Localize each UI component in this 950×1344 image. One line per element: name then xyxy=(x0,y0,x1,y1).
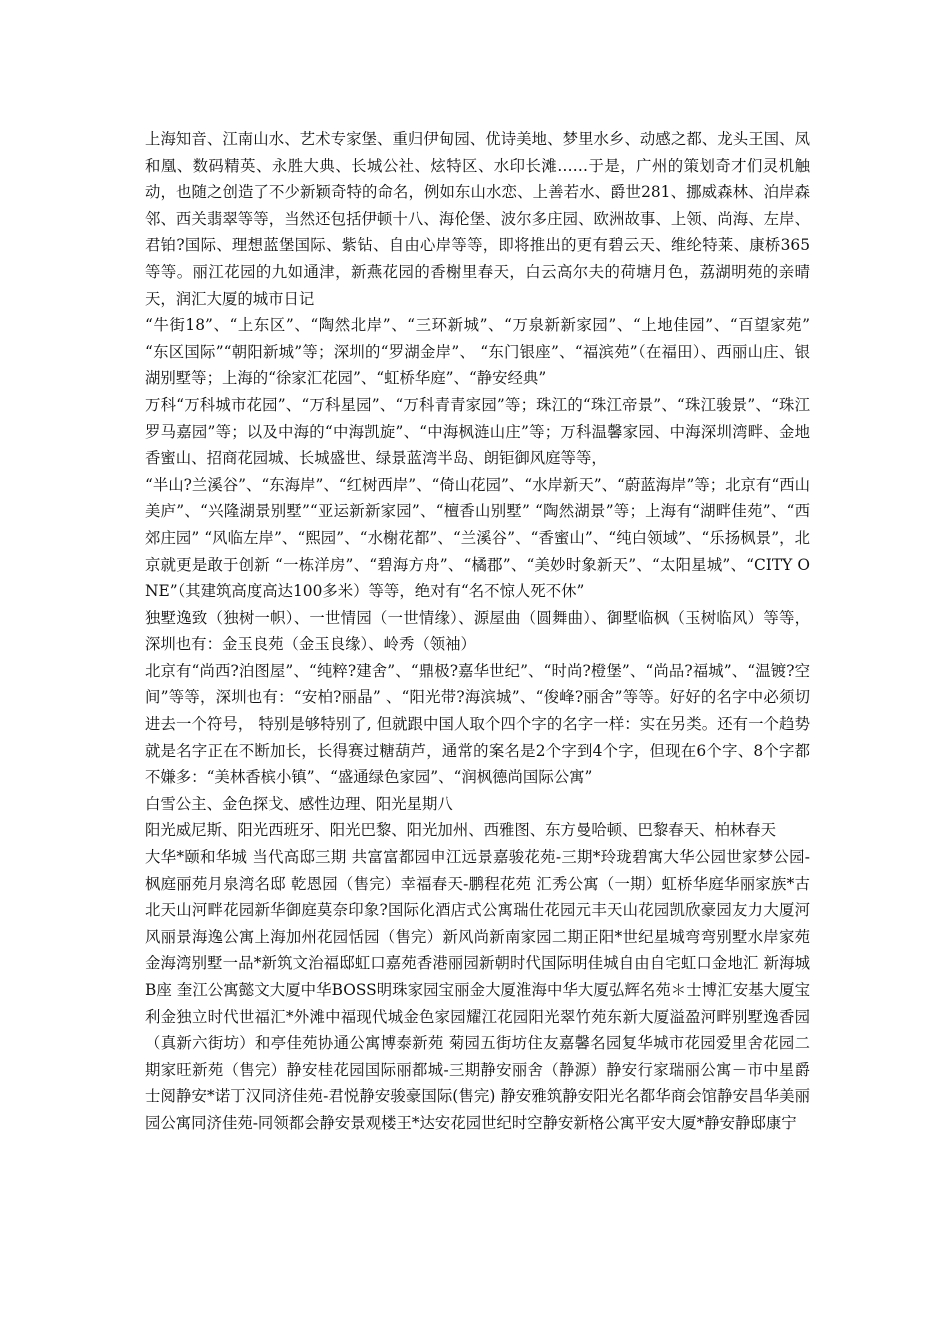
paragraph-6: 北京有“尚西?泊图屋”、“纯粹?建舍”、“鼎极?嘉华世纪”、“时尚?橙堡”、“尚品?福城”、“温镀?空间”等等，深圳也有：“安柏?丽晶” 、“阳光带?海滨城”、“俊峰?丽舍”等等。好好的名字中必须切进去一个符号， 特别是够特别了, 但就跟中国人取个四个字的名字一样：实在另类。还有一个趋势就是名字正在不断加长，长得赛过糖葫芦，通常的案名是2个字到4个字，但现在6个字、8个字都不嫌多：“美林香槟小镇”、“盛通绿色家园”、“润枫德尚国际公寓” xyxy=(145,661,810,787)
paragraph-5: 独墅逸致（独树一帜）、一世情园（一世情缘）、源屋曲（圆舞曲）、御墅临枫（玉树临风）等等，深圳也有：金玉良苑（金玉良缘）、岭秀（领袖） xyxy=(145,608,810,654)
paragraph-2: “牛街18”、“上东区”、“陶然北岸”、“三环新城”、“万泉新新家园”、“上地佳园”、“百望家苑” “东区国际”“朝阳新城”等；深圳的“罗湖金岸”、 “东门银座”、“福滨苑”（在福田）、西丽山庄、银湖别墅等；上海的“徐家汇花园”、“虹桥华庭”、“静安经典” xyxy=(145,316,810,388)
paragraph-8: 阳光威尼斯、阳光西班牙、阳光巴黎、阳光加州、西雅图、东方曼哈顿、巴黎春天、柏林春天 xyxy=(145,821,777,840)
paragraph-3: 万科“万科城市花园”、“万科星园”、“万科青青家园”等；珠江的“珠江帝景”、“珠江骏景”、“珠江罗马嘉园”等；以及中海的“中海凯旋”、“中海枫涟山庄”等；万科温馨家园、中海深圳湾畔、金地香蜜山、招商花园城、长城盛世、绿景蓝湾半岛、朗钜御风庭等等， xyxy=(145,395,810,468)
paragraph-4: “半山?兰溪谷”、“东海岸”、“红树西岸”、“倚山花园”、“水岸新天”、“蔚蓝海岸”等；北京有“西山美庐”、“兴隆湖景别墅”“亚运新新家园”、“檀香山别墅” “陶然湖景”等；上海有“湖畔佳苑”、“西郊庄园” “风临左岸”、“熙园”、“水榭花都”、“兰溪谷”、“香蜜山”、“纯白领域”、“乐扬枫景”，北京就更是敢于创新 “一栋洋房”、“碧海方舟”、“橘郡”、“美妙时象新天”、“太阳星城”、“CITY ONE”（其建筑高度高达100多米）等等，绝对有“名不惊人死不休” xyxy=(145,475,810,601)
paragraph-7: 白雪公主、金色探戈、感性边理、阳光星期八 xyxy=(145,794,453,813)
paragraph-9: 大华*颐和华城 当代高邸三期 共富富都园申江远景嘉骏花苑-三期*玲珑碧寓大华公园世家梦公园-枫庭丽苑月泉湾名邸 乾恩园（售完）幸福春天-鹏程花苑 汇秀公寓（一期）虹桥华庭华丽家族*古北天山河畔花园新华御庭莫奈印象?国际化酒店式公寓瑞仕花园元丰天山花园凯欣豪园友力大厦河风丽景海逸公寓上海加州花园恬园（售完）新风尚新南家园二期正阳*世纪星城弯弯别墅水岸家苑 金海湾别墅一品*新筑文治福邸虹口嘉苑香港丽园新朝时代国际明佳城自由自宅虹口金地汇 新海城B座 奎江公寓懿文大厦中华BOSS明珠家园宝丽金大厦淮海中华大厦弘辉名苑＊士博汇安基大厦宝利金独立时代世福汇*外滩中福现代城金色家园耀江花园阳光翠竹苑东新大厦溢盈河畔别墅逸香园（真新六街坊）和亭佳苑协通公寓博泰新苑 菊园五街坊住友嘉馨名园复华城市花园爱里舍花园二期家旺新苑（售完）静安桂花园国际丽都城-三期静安丽舍（静源）静安行家瑞丽公寓－市中星爵士阅静安*诺丁汉同济佳苑-君悦静安骏豪国际(售完) 静安雅筑静安阳光名都华商会馆静安昌华美丽园公寓同济佳苑-同领都会静安景观楼王*达安花园世纪时空静安新格公寓平安大厦*静安静邸康宁 xyxy=(145,848,810,1132)
document-body xyxy=(145,126,810,1137)
paragraph-1: 上海知音、江南山水、艺术专家堡、重归伊甸园、优诗美地、梦里水乡、动感之都、龙头王国、凤和凰、数码精英、永胜大典、长城公社、炫特区、水印长滩……于是，广州的策划奇才们灵机触动，也随之创造了不少新颖奇特的命名，例如东山水恋、上善若水、爵世281、挪威森林、泊岸森邻、西关翡翠等等，当然还包括伊顿十八、海伦堡、波尔多庄园、欧洲故事、上领、尚海、左岸、君铂?国际、理想蓝堡国际、紫钻、自由心岸等等，即将推出的更有碧云天、维纶特莱、康桥365等等。丽江花园的九如通津，新燕花园的香榭里春天，白云高尔夫的荷塘月色，荔湖明苑的亲晴天，润汇大厦的城市日记 xyxy=(145,130,810,308)
